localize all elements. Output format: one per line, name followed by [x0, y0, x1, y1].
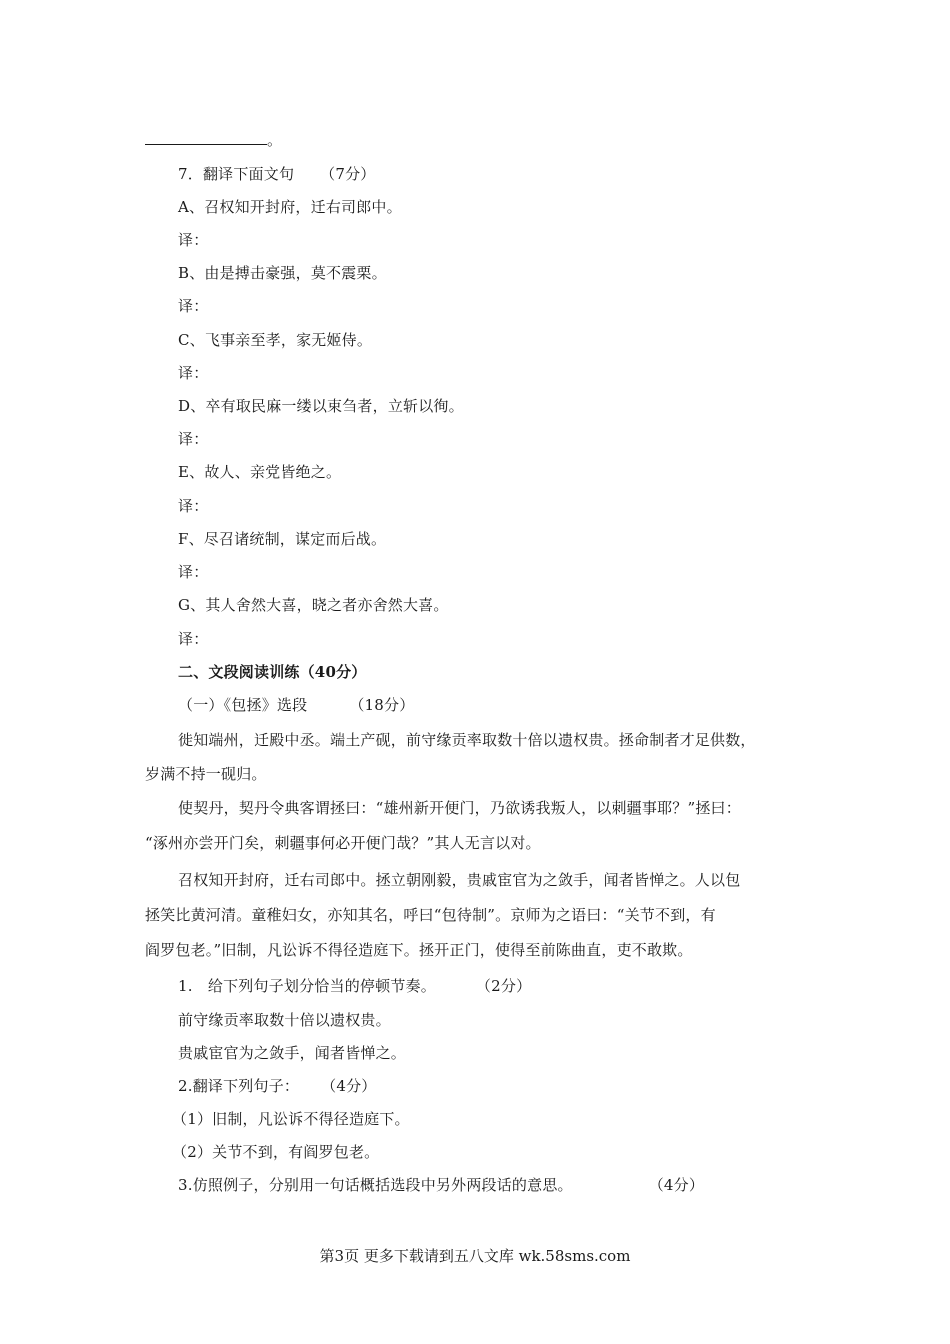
q7-item-a-sentence: A、召权知开封府，迁右司郎中。 — [178, 198, 402, 216]
blank-suffix: 。 — [267, 131, 283, 149]
passage-paragraph-1-line-2: 岁满不持一砚归。 — [145, 765, 267, 783]
section2-sub-heading: （一）《包拯》选段 — [178, 696, 308, 714]
q7-item-f-sentence: F、尽召诸统制，谋定而后战。 — [178, 530, 387, 548]
q1-title-line — [178, 976, 531, 996]
section2-sub-heading-line — [178, 695, 414, 715]
q2-sentence-1: （1）旧制，凡讼诉不得径造庭下。 — [172, 1110, 410, 1128]
q7-item-g-sentence: G、其人舍然大喜，晓之者亦舍然大喜。 — [178, 596, 449, 614]
q7-item-e-answer-label: 译： — [178, 497, 209, 515]
section2-heading: 二、文段阅读训练（40分） — [178, 663, 367, 681]
q7-item-d-answer-label: 译： — [178, 430, 209, 448]
q7-item-d-sentence: D、卒有取民麻一缕以束刍者，立斩以徇。 — [178, 397, 464, 415]
passage-paragraph-3-line-3: 阎罗包老。”旧制，凡讼诉不得径造庭下。拯开正门，使得至前陈曲直，吏不敢欺。 — [145, 941, 693, 959]
q7-item-g-answer-label: 译： — [178, 630, 209, 648]
q7-item-c-answer-label: 译： — [178, 364, 209, 382]
q2-sentence-2: （2）关节不到，有阎罗包老。 — [172, 1143, 380, 1161]
q1-title: 1. 给下列句子划分恰当的停顿节奏。 — [178, 977, 436, 995]
q1-sentence-1: 前守缘贡率取数十倍以遗权贵。 — [178, 1011, 391, 1029]
q1-sentence-2: 贵戚宦官为之敛手，闻者皆惮之。 — [178, 1044, 407, 1062]
q2-title: 2.翻译下列句子： — [178, 1077, 300, 1095]
q7-item-b-sentence: B、由是搏击豪强，莫不震栗。 — [178, 264, 387, 282]
q2-score: （4分） — [321, 1077, 377, 1095]
passage-paragraph-2-line-2: “涿州亦尝开门矣，刺疆事何必开便门哉？”其人无言以对。 — [145, 834, 541, 852]
q7-title: 7．翻译下面文句 — [178, 165, 295, 183]
q7-item-b-answer-label: 译： — [178, 297, 209, 315]
q7-item-e-sentence: E、故人、亲党皆绝之。 — [178, 463, 342, 481]
passage-paragraph-1-line-1: 徙知端州，迁殿中丞。端土产砚，前守缘贡率取数十倍以遗权贵。拯命制者才足供数， — [178, 731, 756, 749]
q3-title-line — [178, 1175, 704, 1195]
q7-item-c-sentence: C、飞事亲至孝，家无姬侍。 — [178, 331, 373, 349]
q2-title-line — [178, 1076, 376, 1096]
passage-paragraph-3-line-2: 拯笑比黄河清。童稚妇女，亦知其名，呼曰“包待制”。京师为之语曰：“关节不到，有 — [145, 906, 716, 924]
q7-item-a-answer-label: 译： — [178, 231, 209, 249]
q7-title-line — [178, 164, 376, 184]
q7-item-f-answer-label: 译： — [178, 563, 209, 581]
passage-paragraph-2-line-1: 使契丹，契丹令典客谓拯曰：“雄州新开便门，乃欲诱我叛人，以刺疆事耶？”拯曰： — [178, 799, 741, 817]
section2-sub-score: （18分） — [349, 696, 415, 714]
q1-score: （2分） — [475, 977, 532, 995]
page-footer: 第3页 更多下载请到五八文库 wk.58sms.com — [319, 1247, 631, 1265]
answer-blank-line — [145, 130, 282, 150]
q3-score: （4分） — [648, 1176, 705, 1194]
passage-paragraph-3-line-1: 召权知开封府，迁右司郎中。拯立朝刚毅，贵戚宦官为之敛手，闻者皆惮之。人以包 — [178, 871, 741, 889]
blank-underline — [145, 130, 267, 145]
q3-title: 3.仿照例子，分别用一句话概括选段中另外两段话的意思。 — [178, 1176, 573, 1194]
q7-score: （7分） — [320, 165, 376, 183]
